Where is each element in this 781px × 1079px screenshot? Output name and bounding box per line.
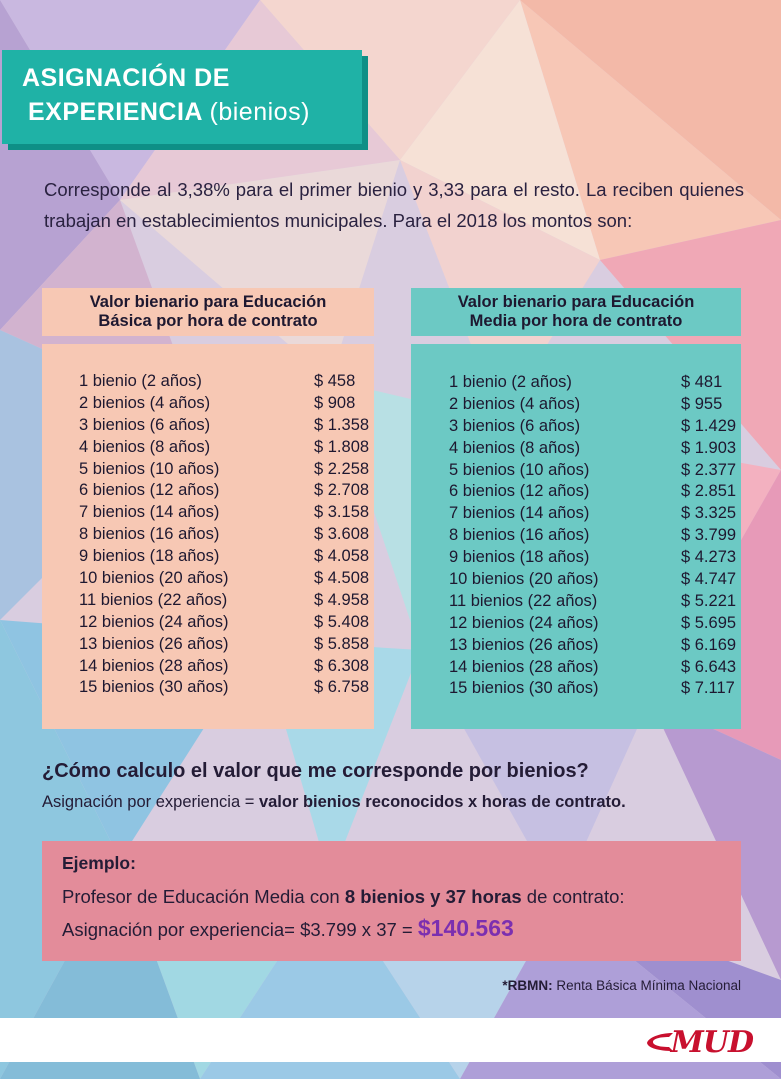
example-line2-a: Asignación por experiencia= $3.799 x 37 = <box>62 919 418 940</box>
row-label: 5 bienios (10 años) <box>79 459 220 478</box>
formula-text <box>42 793 626 812</box>
row-label: 15 bienios (30 años) <box>449 679 599 698</box>
footnote-bold: *RBMN: <box>502 978 553 993</box>
media-header-line2: Media por hora de contrato <box>469 312 683 330</box>
row-value: $ 481 <box>681 373 723 391</box>
row-value: $ 2.708 <box>314 481 370 500</box>
basica-header <box>42 288 374 336</box>
row-value: $ 955 <box>681 394 723 413</box>
row-label: 3 bienios (6 años) <box>79 415 211 434</box>
example-box <box>42 841 741 961</box>
row-label: 1 bienio (2 años) <box>79 372 202 390</box>
row-value: $ 1.808 <box>314 437 370 456</box>
row-label: 13 bienios (26 años) <box>449 635 599 654</box>
calculation-question: ¿Cómo calculo el valor que me corresponde por bienios? <box>42 760 589 782</box>
row-value: $ 4.747 <box>681 570 737 589</box>
row-value: $ 2.377 <box>681 460 737 479</box>
footnote-text: Renta Básica Mínima Nacional <box>552 978 741 993</box>
row-value: $ 1.358 <box>314 415 370 434</box>
example-result: $140.563 <box>417 915 514 941</box>
row-label: 15 bienios (30 años) <box>79 678 229 697</box>
row-value: $ 6.643 <box>681 657 737 676</box>
row-label: 9 bienios (18 años) <box>79 547 220 566</box>
page-title <box>2 50 362 144</box>
row-value: $ 4.058 <box>314 547 370 566</box>
example-line1-a: Profesor de Educación Media con <box>62 886 345 907</box>
formula-bold: valor bienios reconocidos x horas de contrato. <box>258 793 626 811</box>
media-header <box>411 288 741 336</box>
example-line2 <box>62 915 514 942</box>
row-label: 9 bienios (18 años) <box>449 548 590 567</box>
row-label: 10 bienios (20 años) <box>449 570 599 589</box>
formula-prefix: Asignación por experiencia = <box>42 793 259 811</box>
row-value: $ 5.221 <box>681 591 737 610</box>
example-line1-b: 8 bienios y 37 horas <box>344 886 522 907</box>
row-label: 6 bienios (12 años) <box>449 482 590 501</box>
row-label: 2 bienios (4 años) <box>79 393 211 412</box>
row-label: 12 bienios (24 años) <box>79 612 229 631</box>
row-label: 11 bienios (22 años) <box>79 590 228 609</box>
example-line1 <box>62 886 625 908</box>
row-value: $ 908 <box>314 393 356 412</box>
row-label: 13 bienios (26 años) <box>79 634 229 653</box>
example-title: Ejemplo: <box>62 853 136 873</box>
media-table <box>411 344 741 729</box>
row-value: $ 458 <box>314 372 356 390</box>
row-label: 14 bienios (28 años) <box>449 657 599 676</box>
row-value: $ 1.429 <box>681 416 737 435</box>
basica-header-line2: Básica por hora de contrato <box>98 312 318 330</box>
title-line2-light: (bienios) <box>209 98 310 126</box>
row-value: $ 6.308 <box>314 656 370 675</box>
row-label: 7 bienios (14 años) <box>449 504 590 523</box>
row-label: 4 bienios (8 años) <box>79 437 211 456</box>
mud-logo <box>645 1024 753 1060</box>
row-label: 6 bienios (12 años) <box>79 481 220 500</box>
row-value: $ 5.695 <box>681 613 737 632</box>
row-value: $ 6.169 <box>681 635 737 654</box>
row-label: 11 bienios (22 años) <box>449 591 598 610</box>
row-value: $ 3.799 <box>681 526 737 545</box>
media-header-line1: Valor bienario para Educación <box>457 293 695 311</box>
row-value: $ 4.958 <box>314 590 370 609</box>
row-label: 14 bienios (28 años) <box>79 656 229 675</box>
title-line2 <box>28 98 310 127</box>
row-value: $ 3.608 <box>314 525 370 544</box>
example-line1-c: de contrato: <box>521 886 625 907</box>
row-label: 5 bienios (10 años) <box>449 460 590 479</box>
row-value: $ 6.758 <box>314 678 370 697</box>
basica-table <box>42 344 374 729</box>
row-label: 10 bienios (20 años) <box>79 569 229 588</box>
row-value: $ 2.851 <box>681 482 737 501</box>
row-label: 8 bienios (16 años) <box>449 526 590 545</box>
row-value: $ 2.258 <box>314 459 370 478</box>
row-value: $ 7.117 <box>681 679 735 698</box>
logo-text: MUD <box>670 1024 753 1060</box>
intro-paragraph: Corresponde al 3,38% para el primer bienio y 3,33 para el resto. La reciben quienes trabajan en establecimientos municipales. Para el 2018 los montos son: <box>44 179 744 231</box>
basica-header-line1: Valor bienario para Educación <box>89 293 327 311</box>
row-value: $ 4.273 <box>681 548 737 567</box>
row-label: 1 bienio (2 años) <box>449 373 572 391</box>
row-value: $ 4.508 <box>314 569 370 588</box>
footnote <box>502 978 741 993</box>
row-value: $ 5.408 <box>314 612 370 631</box>
row-label: 12 bienios (24 años) <box>449 613 599 632</box>
row-label: 2 bienios (4 años) <box>449 394 581 413</box>
row-value: $ 3.325 <box>681 504 737 523</box>
title-line1: ASIGNACIÓN DE <box>22 64 230 92</box>
row-label: 4 bienios (8 años) <box>449 438 581 457</box>
row-label: 3 bienios (6 años) <box>449 416 581 435</box>
row-label: 7 bienios (14 años) <box>79 503 220 522</box>
row-label: 8 bienios (16 años) <box>79 525 220 544</box>
row-value: $ 5.858 <box>314 634 370 653</box>
row-value: $ 1.903 <box>681 438 737 457</box>
row-value: $ 3.158 <box>314 503 370 522</box>
title-line2-bold: EXPERIENCIA <box>28 98 203 126</box>
